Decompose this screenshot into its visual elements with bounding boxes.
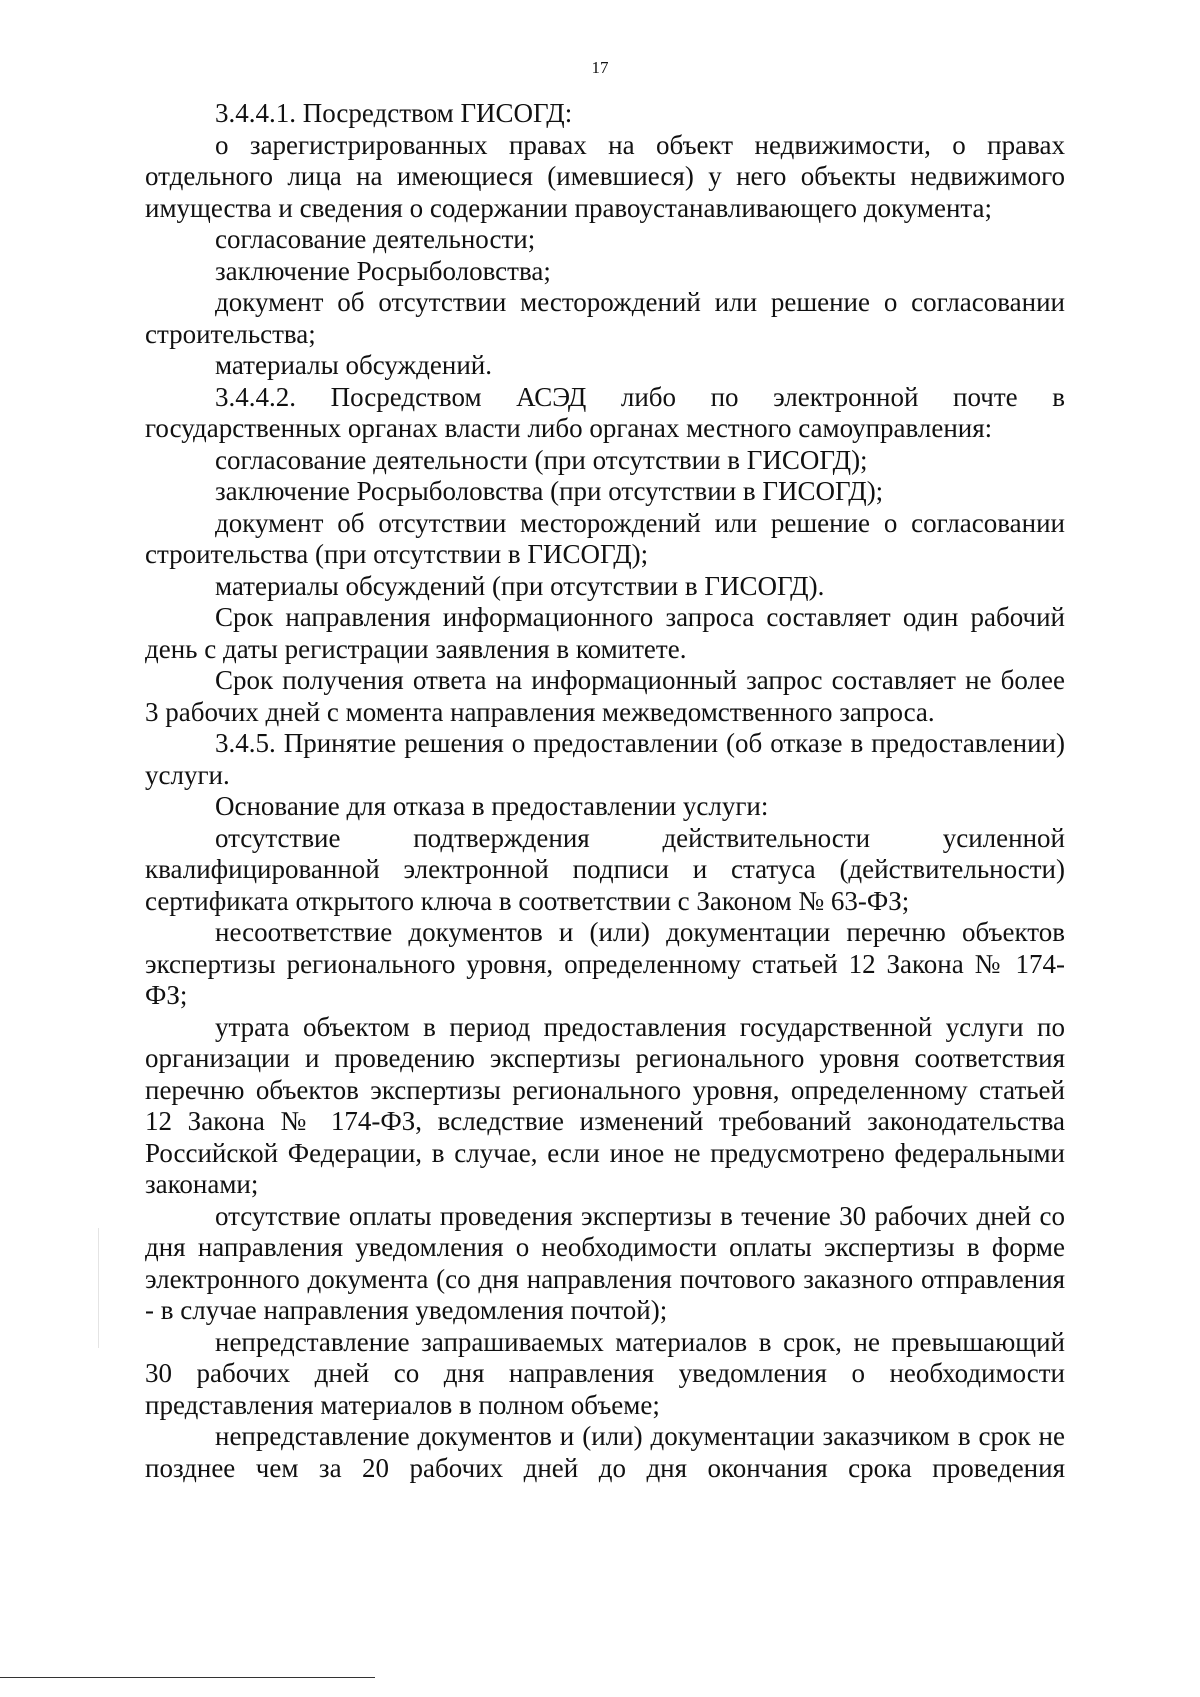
- paragraph: документ об отсутствии месторождений или решение о согласовании строительства;: [145, 287, 1065, 349]
- paragraph: согласование деятельности (при отсутствии в ГИСОГД);: [215, 444, 868, 475]
- paragraph: согласование деятельности;: [215, 224, 536, 254]
- paragraph: заключение Росрыболовства (при отсутствии в ГИСОГД);: [215, 476, 884, 506]
- paragraph: 3.4.4.2. Посредством АСЭД либо по электронной почте в государственных органах власти либо органах местного самоуправления:: [145, 381, 1065, 443]
- scan-artifact: [98, 1228, 99, 1348]
- paragraph: Срок направления информационного запроса составляет один рабочий день с даты регистрации заявления в комитете.: [145, 602, 1065, 664]
- page-number: 17: [591, 58, 609, 77]
- paragraph: о зарегистрированных правах на объект недвижимости, о правах отдельного лица на имеющиеся (имевшиеся) у него объекты недвижимого имущества и сведения о содержании правоустанавливающего документа;: [145, 129, 1065, 223]
- paragraph: Срок получения ответа на информационный запрос составляет не более 3 рабочих дней с момента направления межведомственного запроса.: [145, 665, 1065, 727]
- paragraph: Основание для отказа в предоставлении услуги:: [215, 791, 769, 821]
- paragraph: отсутствие оплаты проведения экспертизы в течение 30 рабочих дней со дня направления уведомления о необходимости оплаты экспертизы в форме электронного документа (со дня направления почтового заказного отправления - в случае направления уведомления почтой);: [145, 1200, 1065, 1325]
- paragraph: заключение Росрыболовства;: [215, 255, 551, 286]
- paragraph: 3.4.5. Принятие решения о предоставлении (об отказе в предоставлении) услуги.: [145, 728, 1065, 790]
- document-body: [145, 98, 1065, 1484]
- paragraph: непредставление документов и (или) документации заказчиком в срок не позднее чем за 20 рабочих дней до дня окончания срока проведения: [145, 1421, 1065, 1483]
- paragraph: документ об отсутствии месторождений или решение о согласовании строительства (при отсутствии в ГИСОГД);: [145, 507, 1065, 569]
- paragraph: отсутствие подтверждения действительности усиленной квалифицированной электронной подписи и статуса (действительности) сертификата открытого ключа в соответствии с Законом № 63-ФЗ;: [145, 822, 1065, 916]
- paragraph: непредставление запрашиваемых материалов в срок, не превышающий 30 рабочих дней со дня направления уведомления о необходимости представления материалов в полном объеме;: [145, 1326, 1065, 1420]
- footer-rule: [0, 1677, 375, 1678]
- paragraph: 3.4.4.1. Посредством ГИСОГД:: [215, 98, 573, 128]
- paragraph: материалы обсуждений (при отсутствии в ГИСОГД).: [215, 570, 825, 601]
- paragraph: материалы обсуждений.: [215, 350, 492, 380]
- paragraph: утрата объектом в период предоставления государственной услуги по организации и проведению экспертизы регионального уровня соответствия перечню объектов экспертизы регионального уровня, определенному статьей 12 Закона № 174-ФЗ, вследствие изменений требований законодательства Российской Федерации, в случае, если иное не предусмотрено федеральными законами;: [145, 1011, 1065, 1199]
- paragraph: несоответствие документов и (или) документации перечню объектов экспертизы регионального уровня, определенному статьей 12 Закона № 174-ФЗ;: [145, 917, 1065, 1010]
